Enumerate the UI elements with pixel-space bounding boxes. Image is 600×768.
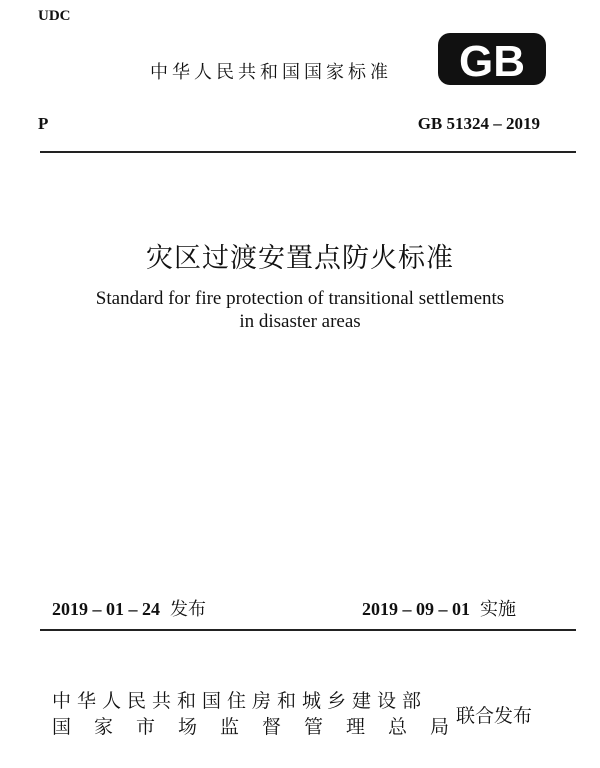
implementation-date: 2019 – 09 – 01 xyxy=(362,599,470,619)
standard-number: GB 51324 – 2019 xyxy=(417,114,540,133)
top-divider xyxy=(40,151,576,153)
title-english-line2: in disaster areas xyxy=(239,311,361,332)
category-code: P xyxy=(38,114,49,133)
implementation-date-block xyxy=(362,595,516,621)
issue-label: 发布 xyxy=(170,599,206,620)
issue-date-block xyxy=(52,595,206,621)
implementation-label: 实施 xyxy=(480,599,516,620)
title-english xyxy=(0,287,600,333)
issue-date: 2019 – 01 – 24 xyxy=(52,599,160,619)
gb-logo-text: GB xyxy=(459,37,525,86)
issuer-ministry: 中华人民共和国住房和城乡建设部 xyxy=(52,690,428,712)
title-english-line1: Standard for fire protection of transitional settlements xyxy=(95,288,505,309)
title-chinese: 灾区过渡安置点防火标准 xyxy=(146,243,454,274)
joint-issue-label: 联合发布 xyxy=(456,705,533,727)
bottom-divider xyxy=(40,629,576,631)
udc-label: UDC xyxy=(38,8,71,24)
national-standard-heading: 中华人民共和国国家标准 xyxy=(150,62,392,83)
gb-logo-icon xyxy=(437,32,547,86)
issuer-administration: 国家市场监督管理总局 xyxy=(52,716,473,738)
